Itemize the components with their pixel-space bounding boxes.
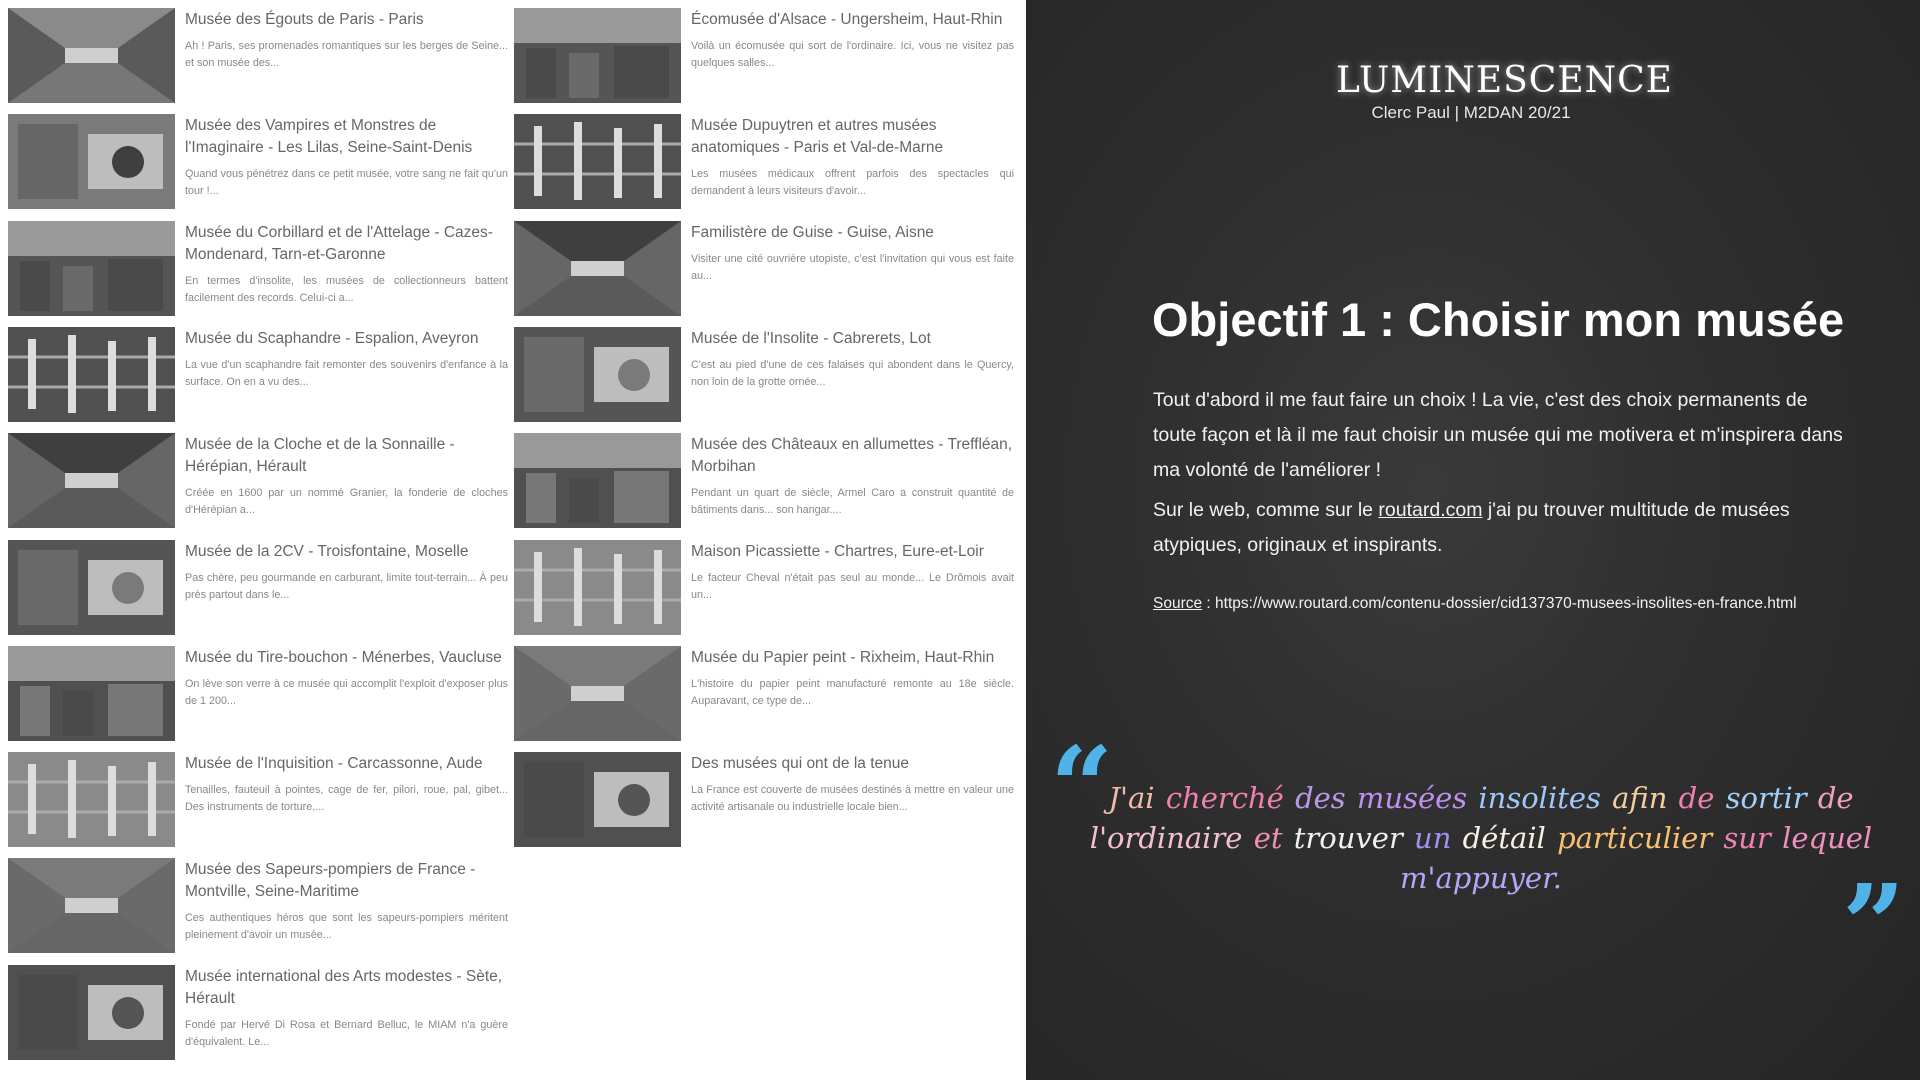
quote-word: m'appuyer. — [1399, 861, 1562, 895]
page-title: Objectif 1 : Choisir mon musée — [1152, 293, 1845, 346]
museum-entry[interactable] — [514, 221, 1014, 317]
museum-entry[interactable] — [514, 433, 1014, 529]
museum-text — [185, 9, 508, 72]
museum-description: La vue d'un scaphandre fait remonter des souvenirs d'enfance à la surface. On en a vu des... — [185, 358, 508, 388]
museum-description: Pendant un quart de siècle, Armel Caro a construit quantité de bâtiments dans... son hangar.... — [691, 487, 1014, 517]
quote-word: lequel — [1782, 821, 1873, 855]
museum-text — [691, 753, 1014, 816]
quote-word: l'ordinaire — [1089, 821, 1243, 855]
museum-text — [691, 434, 1014, 519]
museum-thumbnail[interactable] — [8, 965, 175, 1060]
quote-text — [1086, 778, 1876, 898]
museum-title[interactable]: Musée de la Cloche et de la Sonnaille - Hérépian, Hérault — [185, 436, 455, 476]
museum-text — [185, 647, 508, 710]
web-paragraph — [1153, 493, 1843, 563]
museum-text — [185, 859, 508, 944]
museum-entry[interactable] — [514, 114, 1014, 210]
museum-thumbnail[interactable] — [8, 858, 175, 953]
museum-description: Pas chère, peu gourmande en carburant, limite tout-terrain... À peu près partout dans le... — [185, 571, 508, 601]
museum-description: C'est au pied d'une de ces falaises qui abondent dans le Quercy, non loin de la grotte ornée... — [691, 358, 1014, 388]
museum-entry[interactable] — [514, 540, 1014, 636]
close-quote-icon: ” — [1842, 860, 1906, 989]
museum-description: On lève son verre à ce musée qui accomplit l'exploit d'exposer plus de 1 200... — [185, 677, 508, 707]
quote-word: trouver — [1293, 821, 1403, 855]
museum-entry[interactable] — [8, 114, 508, 210]
museum-title[interactable]: Écomusée d'Alsace - Ungersheim, Haut-Rhin — [691, 11, 1003, 28]
source-line — [1153, 595, 1913, 613]
museum-thumbnail[interactable] — [8, 752, 175, 847]
museum-title[interactable]: Maison Picassiette - Chartres, Eure-et-Loir — [691, 542, 984, 560]
web-paragraph-after: j'ai pu trouver multitude de musées atypiques, originaux et inspirants. — [1153, 499, 1790, 556]
museum-thumbnail[interactable] — [8, 221, 175, 316]
museum-entry[interactable] — [514, 752, 1014, 848]
museum-thumbnail[interactable] — [8, 8, 175, 103]
museum-entry[interactable] — [8, 646, 508, 742]
museum-entry[interactable] — [8, 327, 508, 423]
museum-title[interactable]: Musée Dupuytren et autres musées anatomiques - Paris et Val-de-Marne — [691, 117, 944, 157]
museum-entry[interactable] — [514, 646, 1014, 742]
museum-entry[interactable] — [8, 965, 508, 1061]
quote-word: particulier — [1557, 821, 1713, 855]
museum-title[interactable]: Musée des Égouts de Paris - Paris — [185, 11, 424, 28]
quote-word: insolites — [1478, 781, 1601, 815]
museum-text — [185, 222, 508, 307]
museum-title[interactable]: Musée des Vampires et Monstres de l'Imaginaire - Les Lilas, Seine-Saint-Denis — [185, 117, 473, 157]
museum-text — [691, 115, 1014, 200]
source-url[interactable]: https://www.routard.com/contenu-dossier/cid137370-musees-insolites-en-france.html — [1215, 595, 1797, 612]
museum-text — [691, 222, 1014, 285]
museum-description: Quand vous pénétrez dans ce petit musée, votre sang ne fait qu'un tour !... — [185, 168, 508, 198]
quote-word: de — [1678, 781, 1715, 815]
museum-title[interactable]: Musée international des Arts modestes - Sète, Hérault — [185, 967, 503, 1007]
museum-text — [185, 541, 508, 604]
museum-thumbnail[interactable] — [8, 540, 175, 635]
museum-title[interactable]: Des musées qui ont de la tenue — [691, 755, 909, 773]
museum-thumbnail[interactable] — [514, 114, 681, 209]
museum-title[interactable]: Musée du Corbillard et de l'Attelage - Cazes-Mondenard, Tarn-et-Garonne — [185, 223, 493, 263]
museum-text — [691, 328, 1014, 391]
museum-description: Tenailles, fauteuil à pointes, cage de fer, pilori, roue, pal, gibet... Des instruments de torture,... — [185, 784, 508, 814]
museum-thumbnail[interactable] — [8, 114, 175, 209]
museum-text — [691, 9, 1014, 72]
museum-title[interactable]: Musée des Sapeurs-pompiers de France - Montville, Seine-Maritime — [185, 861, 476, 901]
museum-thumbnail[interactable] — [514, 327, 681, 422]
museum-text — [185, 753, 508, 816]
museum-description: L'histoire du papier peint manufacturé remonte au 18e siècle. Auparavant, ce type de... — [691, 677, 1014, 707]
museum-entry[interactable] — [514, 327, 1014, 423]
quote-word: sur — [1723, 821, 1771, 855]
museum-entry[interactable] — [8, 540, 508, 636]
museum-entry[interactable] — [8, 221, 508, 317]
museum-text — [185, 434, 508, 519]
open-quote-icon: “ — [1050, 722, 1114, 851]
quote-word: musées — [1356, 781, 1468, 815]
museum-thumbnail[interactable] — [514, 8, 681, 103]
museum-description: Voilà un écomusée qui sort de l'ordinaire. Ici, vous ne visitez pas quelques salles... — [691, 40, 1014, 69]
museum-description: La France est couverte de musées destinés à mettre en valeur une activité artisanale ou industrielle locale bien... — [691, 784, 1014, 814]
museum-entry[interactable] — [8, 752, 508, 848]
quote-word: afin — [1612, 781, 1668, 815]
museum-title[interactable]: Musée du Papier peint - Rixheim, Haut-Rhin — [691, 648, 995, 666]
routard-link[interactable]: routard.com — [1378, 499, 1483, 521]
quote-word: sortir — [1725, 781, 1807, 815]
museum-entry[interactable] — [514, 8, 1014, 104]
quote-word: détail — [1462, 821, 1546, 855]
museum-text — [691, 541, 1014, 604]
logo-wordmark: LUMINESCENCE — [1336, 60, 1673, 101]
museum-thumbnail[interactable] — [514, 540, 681, 635]
web-paragraph-before: Sur le web, comme sur le — [1153, 499, 1379, 521]
quote-word: un — [1414, 821, 1452, 855]
source-separator: : — [1202, 595, 1216, 612]
museum-title[interactable]: Musée des Châteaux en allumettes - Treffléan, Morbihan — [691, 436, 1013, 476]
quote-word: des — [1295, 781, 1346, 815]
museum-entry[interactable] — [8, 858, 508, 954]
quote-word: cherché — [1165, 781, 1284, 815]
museum-thumbnail[interactable] — [514, 646, 681, 741]
museum-description: Ah ! Paris, ses promenades romantiques sur les berges de Seine... et son musée des... — [185, 40, 508, 69]
museum-title[interactable]: Musée du Scaphandre - Espalion, Aveyron — [185, 329, 479, 347]
museum-title[interactable]: Musée du Tire-bouchon - Ménerbes, Vaucluse — [185, 648, 502, 666]
quote-word: J'ai — [1108, 781, 1155, 815]
museum-description: En termes d'insolite, les musées de collectionneurs battent facilement des records. Celui-ci a... — [185, 274, 508, 304]
museum-thumbnail[interactable] — [514, 221, 681, 316]
museum-description: Visiter une cité ouvrière utopiste, c'est l'invitation qui vous est faite au... — [691, 252, 1014, 282]
intro-paragraph: Tout d'abord il me faut faire un choix ! La vie, c'est des choix permanents de toute façon et là il me faut choisir un musée qui me motivera et m'inspirera dans ma volonté de l'améliorer ! — [1153, 389, 1843, 481]
museum-text — [691, 647, 1014, 710]
museum-thumbnail[interactable] — [8, 646, 175, 741]
quote-word: de — [1817, 781, 1854, 815]
museum-description: Créée en 1600 par un nommé Granier, la fonderie de cloches d'Hérépian a... — [185, 487, 508, 517]
museum-thumbnail[interactable] — [514, 752, 681, 847]
museum-thumbnail[interactable] — [8, 433, 175, 528]
source-label: Source — [1153, 595, 1203, 612]
museum-description: Les musées médicaux offrent parfois des spectacles qui demandent à leurs visiteurs d'avoir... — [691, 168, 1014, 198]
museum-description: Ces authentiques héros que sont les sapeurs-pompiers méritent pleinement d'avoir un musée... — [185, 912, 508, 942]
museum-title[interactable]: Musée de l'Insolite - Cabrerets, Lot — [691, 329, 931, 347]
museum-entry[interactable] — [8, 433, 508, 529]
museum-text — [185, 966, 508, 1051]
museum-entry[interactable] — [8, 8, 508, 104]
museum-title[interactable]: Musée de l'Inquisition - Carcassonne, Aude — [185, 755, 483, 773]
museum-text — [185, 115, 508, 200]
museum-description: Le facteur Cheval n'était pas seul au monde... Le Drômois avait un... — [691, 571, 1014, 601]
museum-thumbnail[interactable] — [514, 433, 681, 528]
museum-title[interactable]: Musée de la 2CV - Troisfontaine, Moselle — [185, 542, 469, 560]
museum-text — [185, 328, 508, 391]
logo — [1336, 60, 1673, 123]
quote-word: et — [1253, 821, 1283, 855]
museum-title[interactable]: Familistère de Guise - Guise, Aisne — [691, 223, 934, 241]
museum-thumbnail[interactable] — [8, 327, 175, 422]
presentation-panel — [1026, 0, 1920, 1080]
museum-description: Fondé par Hervé Di Rosa et Bernard Belluc, le MIAM n'a guère d'équivalent. Le... — [185, 1018, 508, 1048]
logo-subtitle: Clerc Paul | M2DAN 20/21 — [1371, 103, 1571, 122]
